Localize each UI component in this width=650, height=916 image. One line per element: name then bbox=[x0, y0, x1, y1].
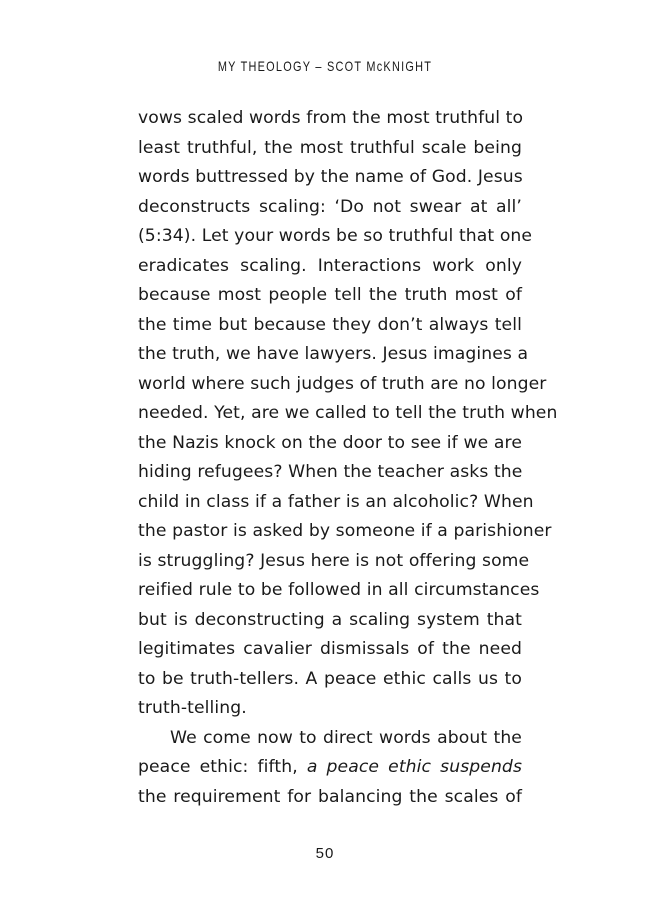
text-line: least truthful, the most truthful scale being bbox=[138, 137, 522, 158]
text-line: legitimates cavalier dismissals of the need bbox=[138, 639, 522, 659]
paragraph-end-line: truth-telling. bbox=[138, 698, 247, 718]
paragraph-first-line: We come now to direct words about the bbox=[170, 727, 522, 748]
text-line: but is deconstructing a scaling system that bbox=[138, 609, 522, 630]
text-line: words buttressed by the name of God. Jesus bbox=[138, 167, 523, 187]
text-line: world where such judges of truth are no longer bbox=[138, 373, 547, 394]
text-line: the pastor is asked by someone if a parishioner bbox=[138, 521, 552, 541]
text-line: is struggling? Jesus here is not offering some bbox=[138, 550, 530, 571]
text-line: child in class if a father is an alcoholic? When bbox=[138, 491, 534, 512]
text-line: deconstructs scaling: ‘Do not swear at all’ bbox=[138, 196, 522, 217]
page-number: 50 bbox=[315, 845, 335, 862]
text-line: the truth, we have lawyers. Jesus imagines a bbox=[138, 344, 529, 364]
text-line: (5:34). Let your words be so truthful that one bbox=[138, 226, 533, 246]
text-line: the Nazis knock on the door to see if we are bbox=[138, 432, 522, 453]
body-text bbox=[138, 104, 558, 812]
text-line-mixed bbox=[138, 753, 522, 783]
text-line: eradicates scaling. Interactions work only bbox=[138, 255, 522, 276]
running-head: MY THEOLOGY – SCOT McKNIGHT bbox=[217, 58, 433, 74]
text-line: the time but because they don’t always tell bbox=[138, 314, 522, 335]
text-line: needed. Yet, are we called to tell the truth when bbox=[138, 403, 558, 423]
text-line: reified rule to be followed in all circumstances bbox=[138, 580, 540, 600]
text-line: because most people tell the truth most of bbox=[138, 285, 522, 305]
italic-text: a peace ethic suspends bbox=[306, 757, 522, 777]
text-line: hiding refugees? When the teacher asks the bbox=[138, 462, 523, 482]
italic-text-line: the requirement for balancing the scales of bbox=[138, 786, 522, 807]
text-line: vows scaled words from the most truthful to bbox=[138, 108, 524, 128]
text-line: to be truth-tellers. A peace ethic calls us to bbox=[138, 668, 522, 689]
roman-text: peace ethic: fifth, bbox=[138, 757, 307, 777]
